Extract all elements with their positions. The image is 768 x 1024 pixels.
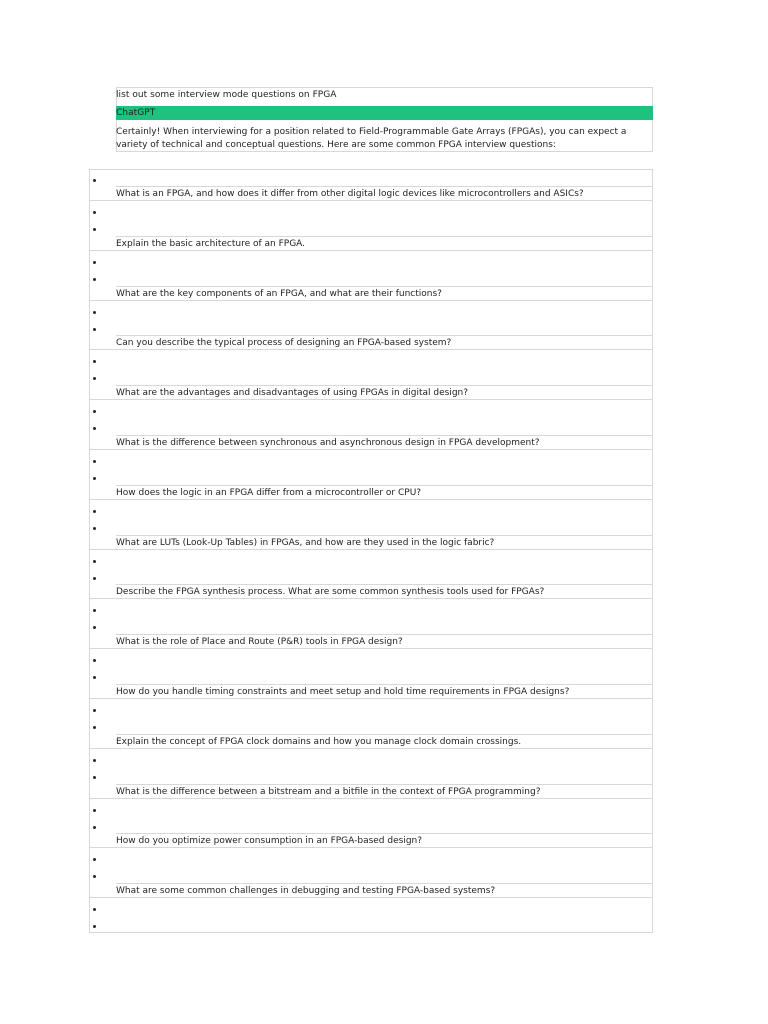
list-bullet <box>93 328 96 331</box>
question-text: What are LUTs (Look-Up Tables) in FPGAs, and how are they used in the logic fabric? <box>116 538 495 548</box>
list-divider <box>89 399 653 400</box>
list-bullet <box>93 908 96 911</box>
question-text: How does the logic in an FPGA differ from a microcontroller or CPU? <box>116 488 422 498</box>
list-bullet <box>93 858 96 861</box>
list-divider <box>89 698 653 699</box>
list-bullet <box>93 925 96 928</box>
list-divider <box>89 897 653 898</box>
list-bullet <box>93 377 96 380</box>
question-list-frame <box>89 169 653 933</box>
question-row <box>116 535 653 550</box>
question-text: What is the role of Place and Route (P&R) tools in FPGA design? <box>116 637 403 647</box>
question-row <box>116 584 653 599</box>
question-row <box>116 435 653 450</box>
question-row <box>116 784 653 799</box>
list-bullet <box>93 577 96 580</box>
question-text: What are the advantages and disadvantages of using FPGAs in digital design? <box>116 388 469 398</box>
question-text: What is an FPGA, and how does it differ from other digital logic devices like microcontrollers and ASICs? <box>116 189 584 199</box>
question-text: Explain the basic architecture of an FPGA. <box>116 239 306 249</box>
question-text: What are the key components of an FPGA, and what are their functions? <box>116 289 442 299</box>
list-bullet <box>93 659 96 662</box>
question-row <box>116 833 653 848</box>
list-bullet <box>93 527 96 530</box>
question-row <box>116 236 653 251</box>
list-divider <box>89 300 653 301</box>
question-text: How do you optimize power consumption in an FPGA-based design? <box>116 836 423 846</box>
list-divider <box>89 598 653 599</box>
list-divider <box>89 798 653 799</box>
list-divider <box>89 847 653 848</box>
list-bullet <box>93 609 96 612</box>
question-text: What are some common challenges in debugging and testing FPGA-based systems? <box>116 886 496 896</box>
list-bullet <box>93 510 96 513</box>
question-row <box>116 385 653 400</box>
question-text: Explain the concept of FPGA clock domains and how you manage clock domain crossings. <box>116 737 522 747</box>
list-divider <box>89 648 653 649</box>
list-bullet <box>93 560 96 563</box>
list-divider <box>89 250 653 251</box>
user-prompt: list out some interview mode questions on FPGA <box>116 90 337 100</box>
list-bullet <box>93 726 96 729</box>
question-text: How do you handle timing constraints and meet setup and hold time requirements in FPGA designs? <box>116 687 570 697</box>
question-row <box>116 485 653 500</box>
list-bullet <box>93 261 96 264</box>
list-bullet <box>93 809 96 812</box>
list-bullet <box>93 460 96 463</box>
list-bullet <box>93 228 96 231</box>
question-row <box>116 734 653 749</box>
list-bullet <box>93 826 96 829</box>
list-bullet <box>93 410 96 413</box>
list-bullet <box>93 311 96 314</box>
assistant-intro: Certainly! When interviewing for a position related to Field-Programmable Gate Arrays (FPGAs), you can expect a variety of technical and conceptual questions. Here are some common FPGA interview questions: <box>116 127 627 150</box>
question-text: What is the difference between synchronous and asynchronous design in FPGA development? <box>116 438 540 448</box>
question-row <box>116 883 653 898</box>
list-bullet <box>93 626 96 629</box>
list-divider <box>89 549 653 550</box>
list-bullet <box>93 427 96 430</box>
list-divider <box>89 349 653 350</box>
question-text: Can you describe the typical process of designing an FPGA-based system? <box>116 338 452 348</box>
list-bullet <box>93 477 96 480</box>
list-bullet <box>93 211 96 214</box>
list-bullet <box>93 278 96 281</box>
question-row <box>116 335 653 350</box>
list-divider <box>89 499 653 500</box>
question-row <box>116 286 653 301</box>
list-bullet <box>93 676 96 679</box>
question-row <box>116 186 653 201</box>
assistant-label-bar <box>116 106 653 120</box>
question-text: What is the difference between a bitstream and a bitfile in the context of FPGA programming? <box>116 787 541 797</box>
question-row <box>116 684 653 699</box>
list-bullet <box>93 776 96 779</box>
list-bullet <box>93 875 96 878</box>
list-bullet <box>93 759 96 762</box>
list-bullet <box>93 709 96 712</box>
list-bullet <box>93 360 96 363</box>
list-divider <box>89 748 653 749</box>
list-divider <box>89 200 653 201</box>
list-divider <box>89 449 653 450</box>
question-row <box>116 634 653 649</box>
question-text: Describe the FPGA synthesis process. What are some common synthesis tools used for FPGAs? <box>116 587 545 597</box>
assistant-name: ChatGPT <box>116 108 156 118</box>
list-bullet <box>93 179 96 182</box>
